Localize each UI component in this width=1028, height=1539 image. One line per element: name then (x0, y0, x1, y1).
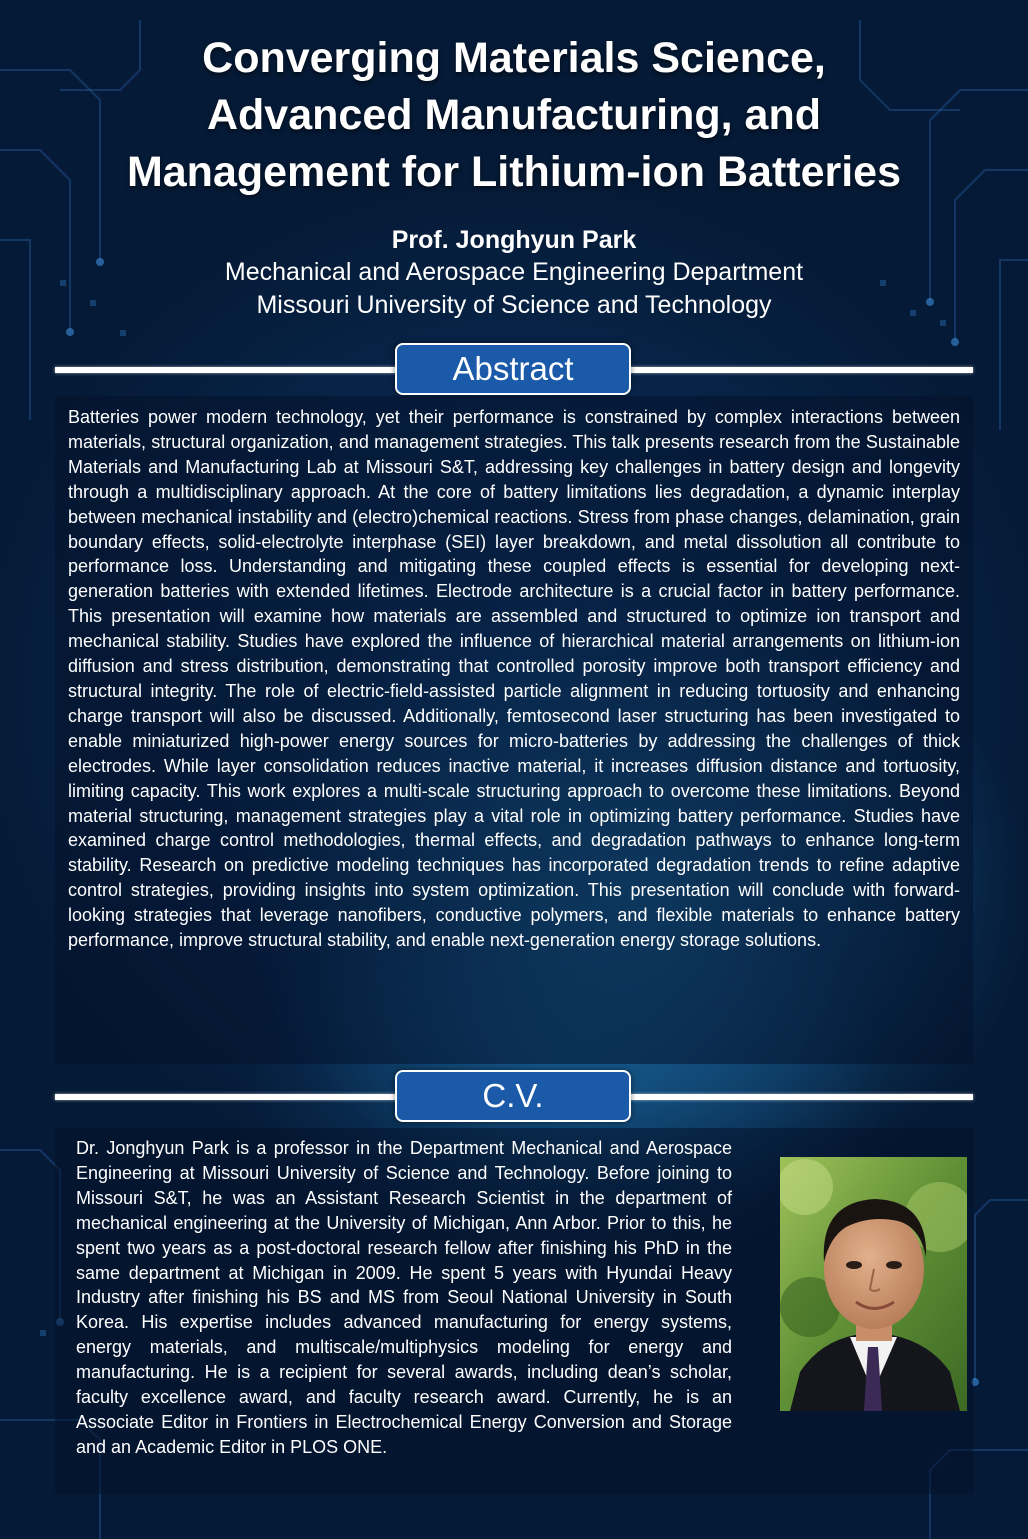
title-line-3: Management for Lithium-ion Batteries (126, 148, 902, 196)
cv-heading: C.V. (395, 1070, 631, 1122)
speaker-name: Prof. Jonghyun Park (391, 226, 637, 254)
speaker-department: Mechanical and Aerospace Engineering Department (224, 258, 804, 286)
header (0, 30, 1028, 322)
abstract-heading: Abstract (395, 343, 631, 395)
abstract-body: Batteries power modern technology, yet their performance is constrained by complex interactions between materials, structural organization, and management strategies. This talk presents research from the Sustainable Materials and Manufacturing Lab at Missouri S&T, addressing key challenges in battery design and longevity through a multidisciplinary approach. At the core of battery limitations lies degradation, a dynamic interplay between mechanical instability and (electro)chemical reactions. Stress from phase changes, delamination, grain boundary effects, solid-electrolyte interphase (SEI) layer breakdown, and metal dissolution all contribute to performance loss. Understanding and mitigating these coupled effects is essential for developing next-generation batteries with extended lifetimes. Electrode architecture is a crucial factor in battery performance. This presentation will examine how materials are assembled and structured to optimize ion transport and mechanical stability. Studies have explored the influence of hierarchical material arrangements on lithium-ion diffusion and stress distribution, demonstrating that controlled porosity improve both transport efficiency and structural integrity. The role of electric-field-assisted particle alignment in reducing tortuosity and enhancing charge transport will also be discussed. Additionally, femtosecond laser structuring has been investigated to enable miniaturized high-power energy sources for micro-batteries by addressing the challenges of thick electrodes. While layer consolidation reduces inactive material, it increases diffusion distance and tortuosity, limiting capacity. This work explores a multi-scale structuring approach to overcome these limitations. Beyond material structuring, management strategies play a vital role in optimizing battery performance. Studies have examined charge control methodologies, thermal effects, and degradation pathways to enhance long-term stability. Research on predictive modeling techniques has incorporated degradation trends to refine adaptive control strategies, providing insights into system optimization. This presentation will conclude with forward-looking strategies that leverage nanofibers, conductive polymers, and flexible materials to enhance battery performance, improve structural stability, and enable next-generation energy storage solutions. (68, 407, 960, 951)
title-line-2: Advanced Manufacturing, and (206, 91, 821, 139)
speaker-university: Missouri University of Science and Technology (256, 291, 772, 319)
speaker-photo (780, 1157, 967, 1411)
cv-body: Dr. Jonghyun Park is a professor in the Department Mechanical and Aerospace Engineering at Missouri University of Science and Technology. Before joining to Missouri S&T, he was an Assistant Research Scientist in the department of mechanical engineering at the University of Michigan, Ann Arbor. Prior to this, he spent two years as a post-doctoral research fellow after finishing his PhD in the same department at Michigan in 2009. He spent 5 years with Hyundai Heavy Industry after finishing his BS and MS from Seoul National University in South Korea. His expertise includes advanced manufacturing for energy systems, energy materials, and multiscale/multiphysics modeling for energy and manufacturing. He is a recipient for several awards, including dean’s scholar, faculty excellence award, and faculty research award. Currently, he is an Associate Editor in Frontiers in Electrochemical Energy Conversion and Storage and an Academic Editor in PLOS ONE. (76, 1138, 732, 1457)
title-line-1: Converging Materials Science, (202, 34, 826, 82)
talk-title (0, 30, 1028, 201)
